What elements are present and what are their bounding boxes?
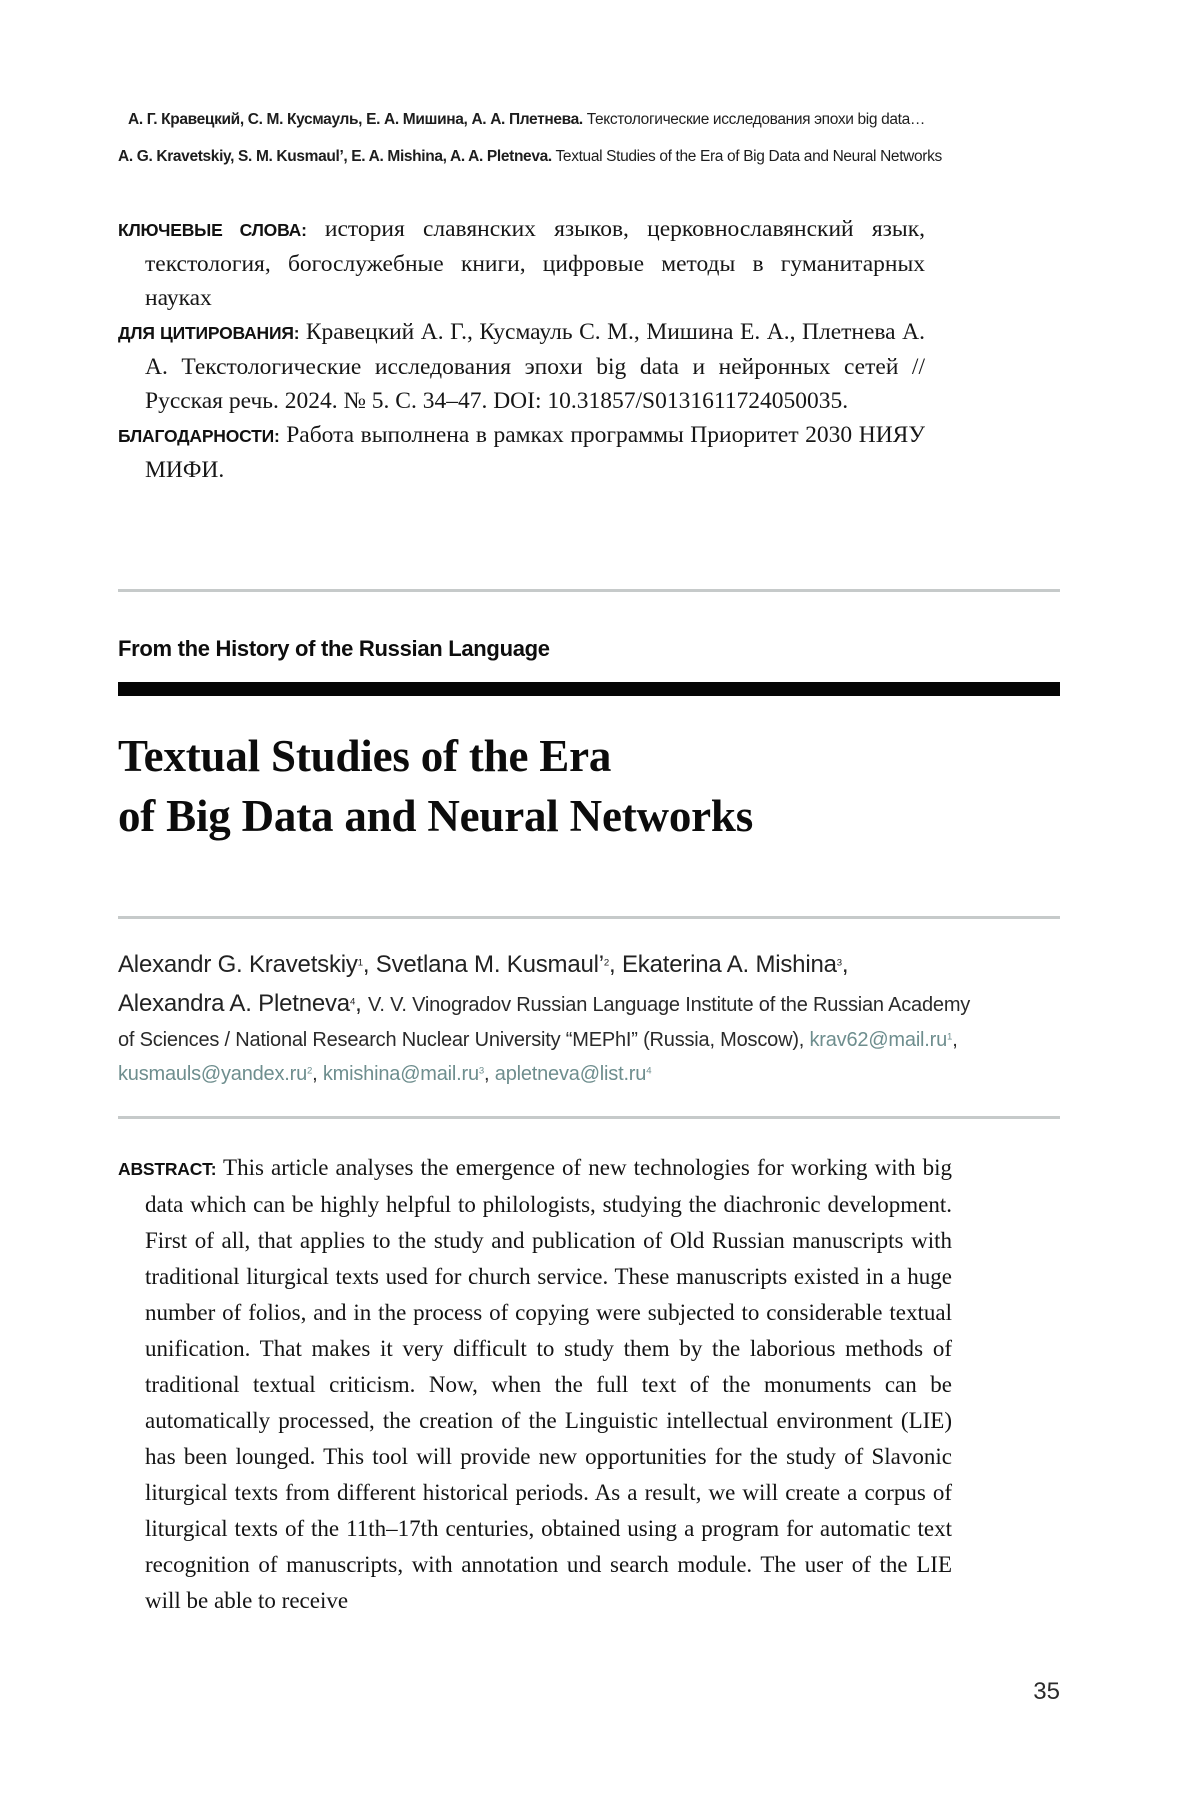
author-email-marker: 3 xyxy=(478,1065,485,1077)
citation-text: Кравецкий А. Г., Кусмауль С. М., Мишина Е. А., Плетнева А. А. Текстологические исследования эпохи big data и нейронных сетей // Русская речь. 2024. № 5. С. 34–47. DOI: 10.31857/S0131611724050035. xyxy=(145,319,925,414)
citation-label: ДЛЯ ЦИТИРОВАНИЯ: xyxy=(118,323,300,343)
running-head-title-ru: Текстологические исследования эпохи big data… xyxy=(582,111,925,128)
author-email-link[interactable]: apletneva@list.ru xyxy=(494,1063,647,1085)
affiliation-text: , xyxy=(484,1063,495,1085)
divider-line xyxy=(118,589,1060,592)
affiliation-text: , xyxy=(312,1063,323,1085)
author-affiliation-marker: 3 xyxy=(836,957,842,969)
author-name: , Svetlana M. Kusmaul’ xyxy=(362,951,604,978)
author-email-marker: 2 xyxy=(307,1065,313,1077)
abstract-label: ABSTRACT: xyxy=(118,1159,217,1179)
rubric-bar xyxy=(118,682,1060,696)
author-affiliation-marker: 1 xyxy=(357,957,363,969)
author-affiliation-marker: 4 xyxy=(349,996,356,1008)
author-name-separator: , xyxy=(355,990,369,1017)
author-email-link[interactable]: kusmauls@yandex.ru xyxy=(118,1063,308,1085)
article-title-line1: Textual Studies of the Era xyxy=(118,731,612,781)
author-name-separator: , xyxy=(841,951,849,978)
affiliation-text: , xyxy=(952,1029,958,1051)
author-email-marker: 1 xyxy=(947,1031,953,1043)
acknowledgments-text: Работа выполнена в рамках программы Приоритет 2030 НИЯУ МИФИ. xyxy=(145,422,925,483)
acknowledgments-label: БЛАГОДАРНОСТИ: xyxy=(118,426,280,446)
running-head-title-en: Textual Studies of the Era of Big Data and Neural Networks xyxy=(551,148,942,165)
author-name: Alexandr G. Kravetskiy xyxy=(118,951,358,978)
author-email-link[interactable]: krav62@mail.ru xyxy=(809,1029,948,1051)
author-affiliation-marker: 2 xyxy=(603,957,610,969)
keywords-label: КЛЮЧЕВЫЕ СЛОВА: xyxy=(118,220,307,240)
author-name: , Ekaterina A. Mishina xyxy=(609,951,837,978)
divider-line xyxy=(118,916,1060,919)
abstract xyxy=(118,1150,952,1619)
article-title-line2: of Big Data and Neural Networks xyxy=(118,791,754,841)
page-number: 35 xyxy=(1033,1678,1060,1705)
running-head-line-en xyxy=(118,138,942,175)
affiliation-text: V. V. Vinogradov Russian Language Institute of the Russian Academy xyxy=(368,994,971,1016)
authors-block xyxy=(118,945,1000,1091)
author-email-link[interactable]: kmishina@mail.ru xyxy=(322,1063,479,1085)
running-head xyxy=(118,101,942,175)
running-head-authors-en: A. G. Kravetskiy, S. M. Kusmaul’, E. A. Mishina, A. A. Pletneva. xyxy=(118,148,552,165)
running-head-line-ru xyxy=(118,101,925,138)
keywords-text: история славянских языков, церковнославянский язык, текстология, богослужебные книги, цифровые методы в гуманитарных науках xyxy=(145,216,925,311)
article-title xyxy=(118,726,978,846)
affiliation-text: of Sciences / National Research Nuclear University “MEPhI” (Russia, Moscow), xyxy=(118,1029,810,1051)
article-metadata xyxy=(118,212,925,487)
author-name: Alexandra A. Pletneva xyxy=(118,990,350,1017)
acknowledgments-block xyxy=(118,418,925,487)
author-email-marker: 4 xyxy=(646,1065,652,1077)
citation-block xyxy=(118,315,925,418)
running-head-authors-ru: А. Г. Кравецкий, С. М. Кусмауль, Е. А. Мишина, А. А. Плетнева. xyxy=(128,111,583,128)
section-rubric: From the History of the Russian Language xyxy=(118,636,550,661)
divider-line xyxy=(118,1116,1060,1119)
keywords-block xyxy=(118,212,925,315)
abstract-text: This article analyses the emergence of new technologies for working with big data which can be highly helpful to philologists, studying the diachronic development. First of all, that applies to the study and publication of Old Russian manuscripts with traditional liturgical texts used for church service. These manuscripts existed in a huge number of folios, and in the process of copying were subjected to considerable textual unification. That makes it very difficult to study them by the laborious methods of traditional textual criticism. Now, when the full text of the monuments can be automatically processed, the creation of the Linguistic intellectual environment (LIE) has been lounged. This tool will provide new opportunities for the study of Slavonic liturgical texts from different historical periods. As a result, we will create a corpus of liturgical texts of the 11th–17th centuries, obtained using a program for automatic text recognition of manuscripts, with annotation und search module. The user of the LIE will be able to receive xyxy=(145,1155,952,1613)
